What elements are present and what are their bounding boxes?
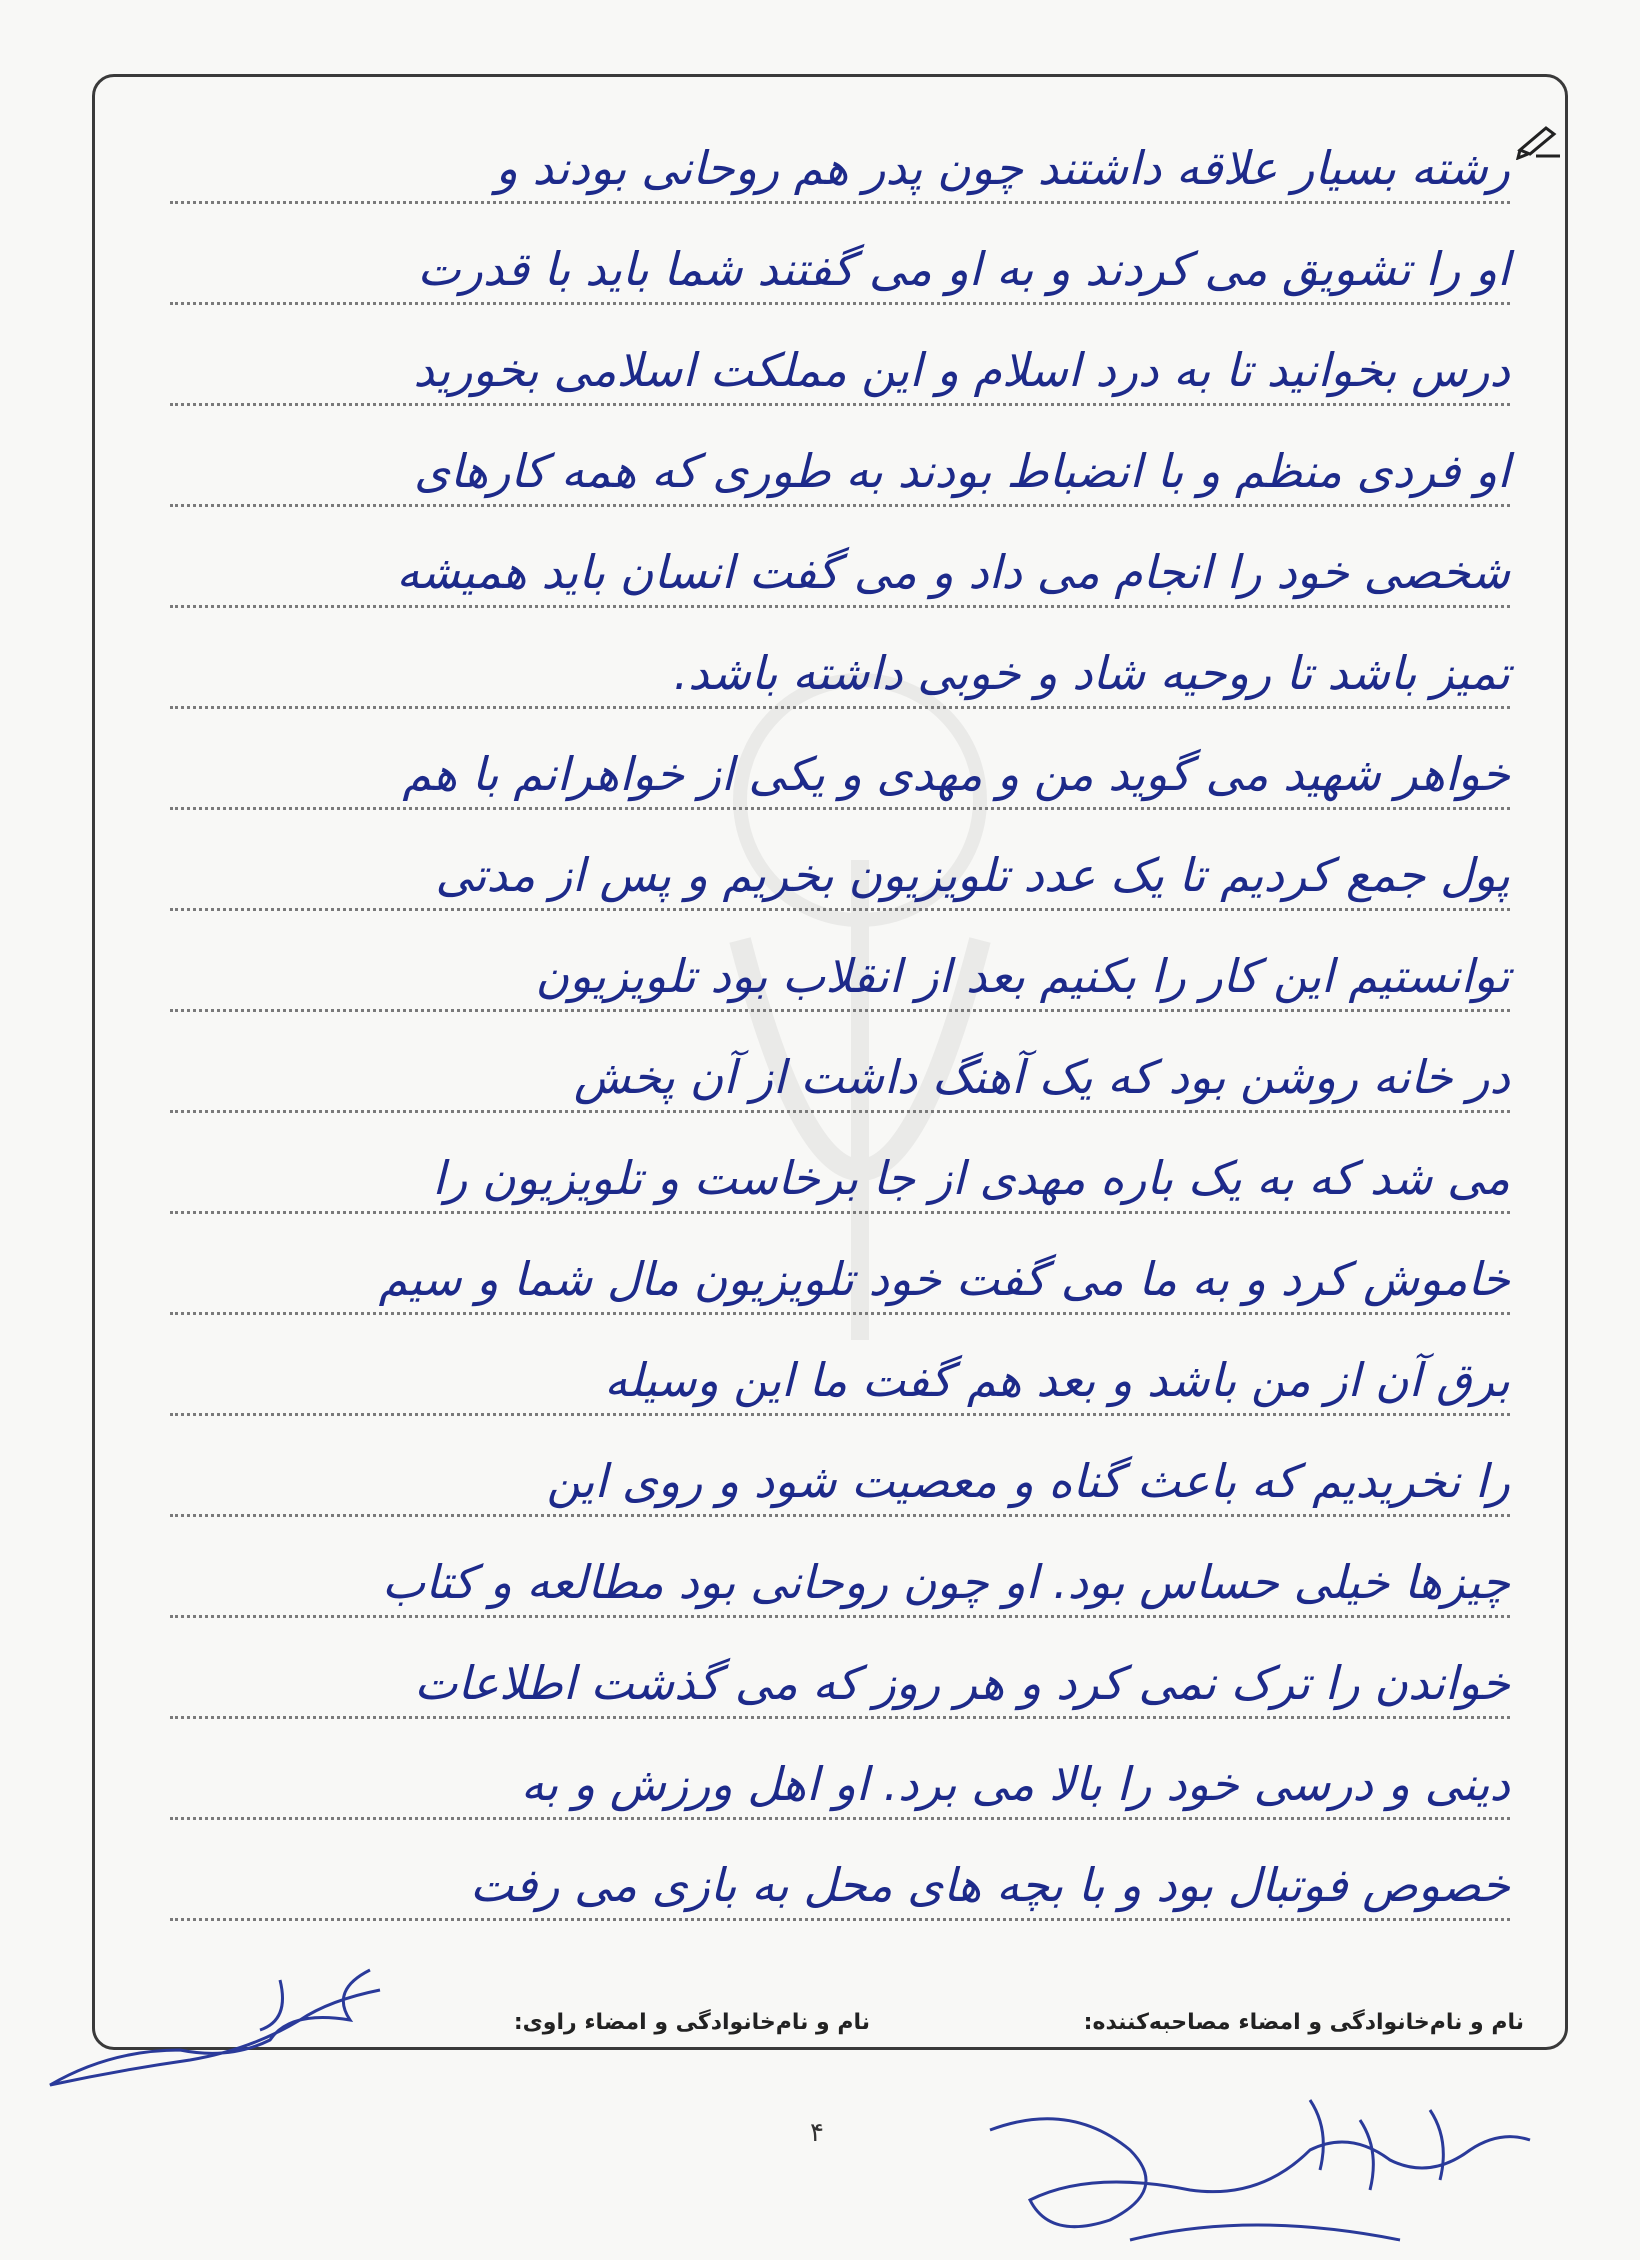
line [170, 928, 1510, 1012]
line-text: را نخریدیم که باعث گناه و معصیت شود و روی این [546, 1454, 1510, 1508]
interviewer-signature-label: نام و نام‌خانوادگی و امضاء مصاحبه‌کننده: [1083, 2010, 1524, 2035]
handwritten-lines [170, 120, 1510, 1960]
line-text: خواندن را ترک نمی کرد و هر روز که می گذشت اطلاعات [414, 1656, 1510, 1710]
line [170, 1130, 1510, 1214]
line-text: تمیز باشد تا روحیه شاد و خوبی داشته باشد. [673, 646, 1510, 700]
narrator-signature [30, 1950, 390, 2100]
line-text: او فردی منظم و با انضباط بودند به طوری که همه کارهای [413, 444, 1510, 498]
line-text: خاموش کرد و به ما می گفت خود تلویزیون مال شما و سیم [378, 1252, 1510, 1306]
line-text: چیزها خیلی حساس بود. او چون روحانی بود مطالعه و کتاب [381, 1555, 1510, 1609]
line [170, 1837, 1510, 1921]
line [170, 726, 1510, 810]
line-text: در خانه روشن بود که یک آهنگ داشت از آن پخش [573, 1050, 1510, 1104]
line [170, 1231, 1510, 1315]
line [170, 524, 1510, 608]
interviewer-signature [930, 2090, 1550, 2260]
pen-writing-icon [1516, 120, 1562, 160]
line-text: برق آن از من باشد و بعد هم گفت ما این وسیله [604, 1353, 1510, 1407]
line [170, 1332, 1510, 1416]
line-text: رشته بسیار علاقه داشتند چون پدر هم روحانی بودند و [495, 141, 1510, 195]
line [170, 423, 1510, 507]
line-text: توانستیم این کار را بکنیم بعد از انقلاب بود تلویزیون [535, 949, 1510, 1003]
narrator-signature-label: نام و نام‌خانوادگی و امضاء راوی: [513, 2010, 870, 2035]
line [170, 625, 1510, 709]
line-text: دینی و درسی خود را بالا می برد. او اهل ورزش و به [520, 1757, 1510, 1811]
line-text: خواهر شهید می گوید من و مهدی و یکی از خواهرانم با هم [402, 747, 1510, 801]
line [170, 1534, 1510, 1618]
line [170, 1736, 1510, 1820]
line [170, 827, 1510, 911]
line [170, 221, 1510, 305]
line [170, 322, 1510, 406]
line-text: درس بخوانید تا به درد اسلام و این مملکت اسلامی بخورید [413, 343, 1510, 397]
line [170, 120, 1510, 204]
line-text: پول جمع کردیم تا یک عدد تلویزیون بخریم و پس از مدتی [435, 848, 1510, 902]
line-text: خصوص فوتبال بود و با بچه های محل به بازی می رفت [470, 1858, 1510, 1912]
line-text: او را تشویق می کردند و به او می گفتند شما باید با قدرت [417, 242, 1510, 296]
line-text: می شد که به یک باره مهدی از جا برخاست و تلویزیون را [432, 1151, 1510, 1205]
page-number: ۴ [810, 2118, 824, 2148]
line [170, 1029, 1510, 1113]
line [170, 1635, 1510, 1719]
line [170, 1433, 1510, 1517]
line-text: شخصی خود را انجام می داد و می گفت انسان باید همیشه [396, 545, 1510, 599]
